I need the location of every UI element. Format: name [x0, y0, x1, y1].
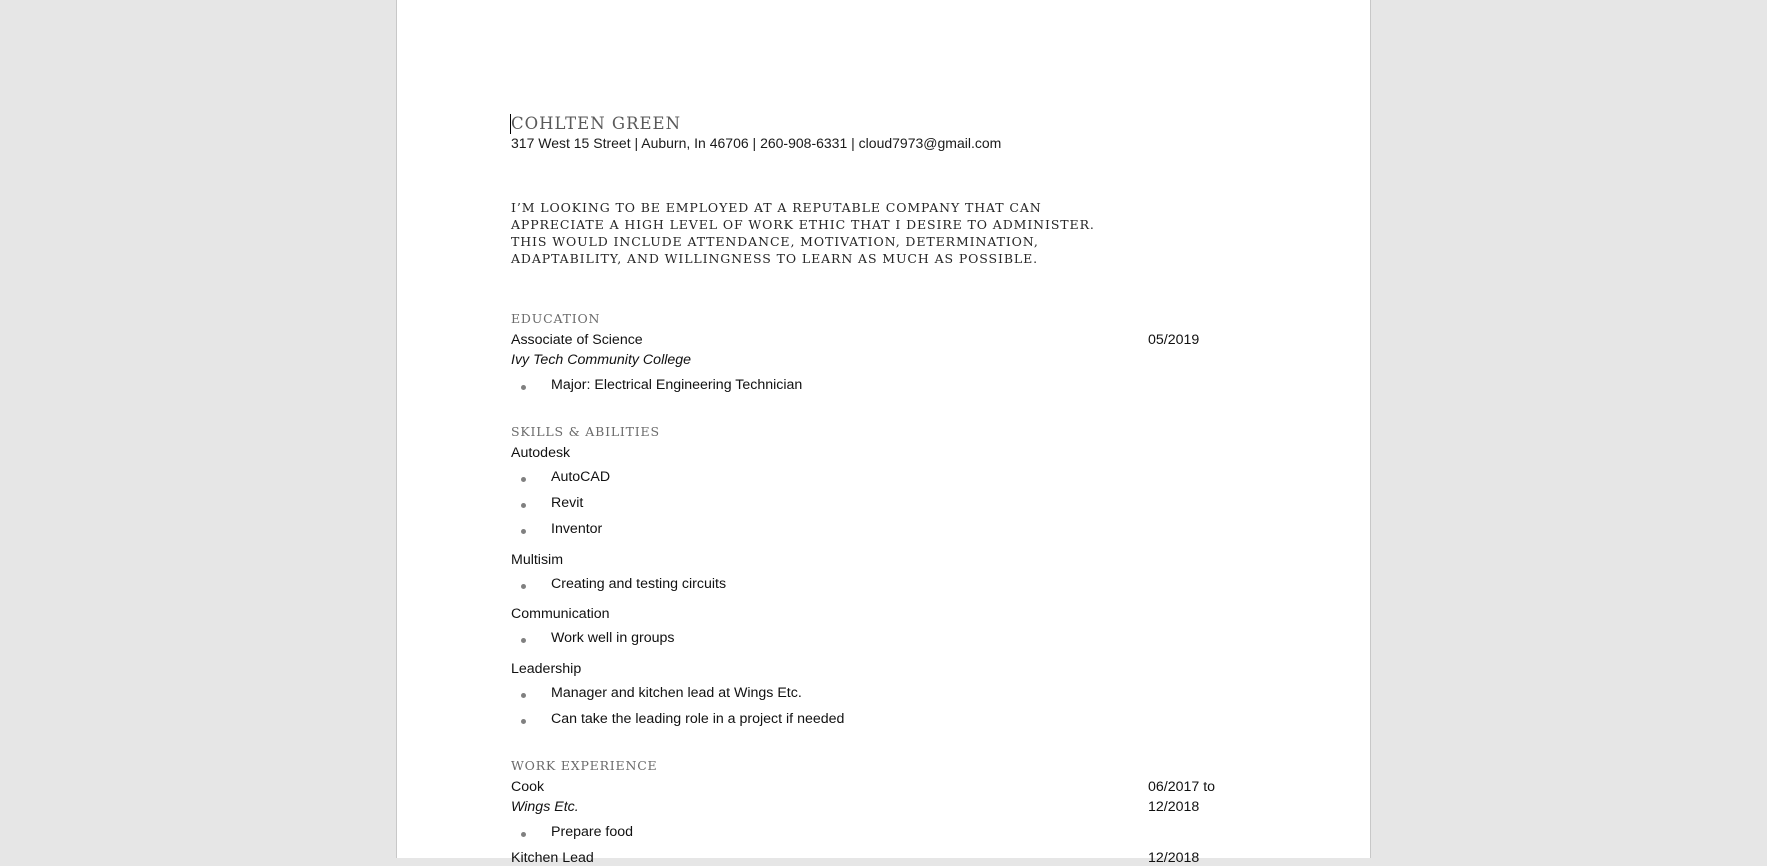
work-heading: WORK EXPERIENCE	[511, 758, 658, 773]
education-date: 05/2019	[1148, 332, 1200, 348]
bullet-icon	[521, 529, 526, 534]
job-date-start: 06/2017 to	[1148, 779, 1216, 795]
contact-line: 317 West 15 Street | Auburn, In 46706 | 260-908-6331 | cloud7973@gmail.com	[511, 135, 1002, 151]
skill-group-title: Multisim	[511, 552, 564, 568]
bullet-icon	[521, 584, 526, 589]
bullet-icon	[521, 477, 526, 482]
education-bullet: Major: Electrical Engineering Technician	[551, 377, 803, 393]
education-degree: Associate of Science	[511, 332, 643, 348]
skill-item: Can take the leading role in a project if needed	[551, 711, 845, 727]
bullet-icon	[521, 638, 526, 643]
document-page[interactable]	[396, 0, 1371, 866]
bullet-icon	[521, 385, 526, 390]
job-company: Wings Etc.	[511, 799, 579, 815]
skill-item: Creating and testing circuits	[551, 576, 727, 592]
skill-item: Inventor	[551, 521, 603, 537]
job-title: Cook	[511, 779, 545, 795]
objective-text: I’M LOOKING TO BE EMPLOYED AT A REPUTABLE COMPANY THAT CAN APPRECIATE A HIGH LEVEL OF WORK ETHIC THAT I DESIRE TO ADMINISTER. THIS WOULD INCLUDE ATTENDANCE, MOTIVATION, DETERMINATION, ADAPTABILITY, AND WILLINGNESS TO LEARN AS MUCH AS POSSIBLE.	[511, 200, 1095, 266]
education-heading: EDUCATION	[511, 311, 601, 326]
skills-heading: SKILLS & ABILITIES	[511, 424, 660, 439]
job-title: Kitchen Lead	[511, 850, 594, 866]
skill-item: Manager and kitchen lead at Wings Etc.	[551, 685, 802, 701]
skill-group-title: Leadership	[511, 661, 582, 677]
skill-item: Revit	[551, 495, 584, 511]
name-text: COHLTEN GREEN	[511, 114, 682, 133]
skill-group-title: Autodesk	[511, 445, 571, 461]
job-bullet: Prepare food	[551, 824, 634, 840]
skill-item: Work well in groups	[551, 630, 675, 646]
job-date-end: 12/2018	[1148, 799, 1200, 815]
skill-group-title: Communication	[511, 606, 610, 622]
bullet-icon	[521, 503, 526, 508]
education-school: Ivy Tech Community College	[511, 352, 692, 368]
bullet-icon	[521, 693, 526, 698]
resume-name[interactable]	[511, 114, 681, 133]
bullet-icon	[521, 832, 526, 837]
text-cursor	[510, 114, 511, 134]
job-date-start: 12/2018	[1148, 850, 1200, 866]
skill-item: AutoCAD	[551, 469, 611, 485]
bullet-icon	[521, 719, 526, 724]
